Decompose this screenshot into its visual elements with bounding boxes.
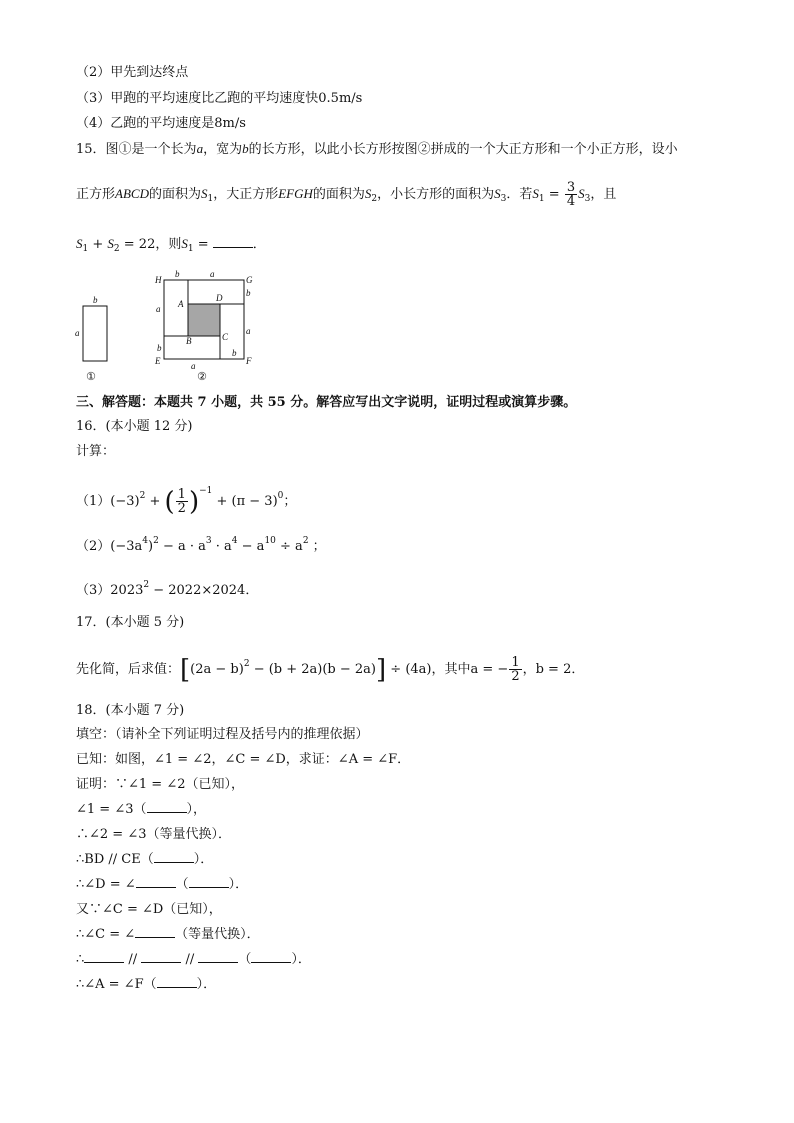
expr: + (π − 3) bbox=[212, 494, 278, 509]
q15-text: 的长方形，以此小长方形按图②拼成的一个大正方形和一个小正方形，设小 bbox=[248, 142, 678, 157]
expr: − a bbox=[237, 539, 265, 554]
expr: (−3) bbox=[110, 494, 140, 509]
q15-line2 bbox=[76, 181, 616, 208]
s3-symbol: S bbox=[578, 186, 585, 201]
expr: − 2022×2024． bbox=[149, 583, 259, 598]
fig2-caption: ② bbox=[197, 370, 207, 383]
q18-proof-9 bbox=[76, 976, 216, 994]
exp: 2 bbox=[243, 659, 250, 669]
q15-text: ，大正方形 bbox=[213, 187, 279, 202]
q15-number: 15． bbox=[76, 142, 106, 157]
answer-blank[interactable] bbox=[84, 962, 124, 963]
fig2-label-b: b bbox=[157, 343, 162, 353]
fraction-3-4 bbox=[565, 181, 577, 208]
answer-blank[interactable] bbox=[213, 247, 253, 248]
q15-text: ． bbox=[252, 237, 266, 252]
fig2-inner-square bbox=[188, 304, 220, 336]
exp: 2 bbox=[143, 580, 150, 590]
q18-proof-4 bbox=[76, 851, 213, 869]
fig1-caption: ① bbox=[86, 370, 96, 383]
bracket: [ bbox=[180, 655, 191, 685]
q15-line3 bbox=[76, 235, 266, 254]
expr: ) bbox=[148, 539, 154, 554]
q16-heading: 16．(本小题 12 分) bbox=[76, 419, 193, 434]
paren: ( bbox=[164, 487, 175, 517]
q16-part2 bbox=[76, 538, 326, 556]
fig2-label-a: a bbox=[210, 269, 215, 279]
efgh-label: EFGH bbox=[278, 186, 313, 201]
q18-proof-3: ∴∠2 = ∠3（等量代换）． bbox=[76, 827, 231, 842]
s3-sub: 3 bbox=[584, 194, 591, 204]
exp: −1 bbox=[199, 486, 213, 496]
eq-sign: = bbox=[544, 187, 564, 202]
part-label: （1） bbox=[76, 494, 111, 509]
proof-text: // bbox=[181, 952, 199, 967]
fig2-vertex-E: E bbox=[155, 356, 161, 366]
q18-proof-2 bbox=[76, 801, 206, 819]
var-a: a bbox=[196, 141, 204, 156]
fig2-label-a: a bbox=[156, 304, 161, 314]
q15-text: ，且 bbox=[590, 187, 617, 202]
q15-text: 正方形 bbox=[76, 187, 116, 202]
expr: − a · a bbox=[158, 539, 206, 554]
expr: 2023 bbox=[110, 583, 144, 598]
fig1-label-a: a bbox=[75, 328, 80, 338]
exp: 2 bbox=[302, 536, 309, 546]
expr: (−3a bbox=[110, 539, 143, 554]
top-item-2: （2）甲先到达终点 bbox=[76, 65, 189, 80]
fig1-label-b: b bbox=[93, 295, 98, 305]
q18-proof-7 bbox=[76, 926, 260, 944]
fraction-1-2 bbox=[509, 656, 521, 683]
frac-num: 3 bbox=[566, 180, 576, 195]
exp: 3 bbox=[205, 536, 212, 546]
proof-text: ）． bbox=[228, 877, 249, 892]
s2-symbol: S bbox=[364, 186, 372, 201]
s2-symbol: S bbox=[107, 236, 114, 251]
frac-den: 2 bbox=[177, 501, 186, 516]
expr: a = − bbox=[470, 662, 509, 677]
answer-blank[interactable] bbox=[147, 812, 187, 813]
s1-symbol: S bbox=[181, 236, 188, 251]
q15-text: 图①是一个长为 bbox=[105, 142, 197, 157]
top-item-4: （4）乙跑的平均速度是8m/s bbox=[76, 116, 246, 131]
proof-text: ）． bbox=[193, 852, 214, 867]
s1-symbol: S bbox=[200, 186, 208, 201]
q15-text: ，小长方形的面积为 bbox=[377, 187, 495, 202]
eq-sign: = bbox=[193, 237, 213, 252]
q15-text: = 22，则 bbox=[119, 237, 182, 252]
q18-proof-5 bbox=[76, 876, 248, 894]
s1-sub: 1 bbox=[207, 194, 214, 204]
expr: ； bbox=[283, 494, 297, 509]
s2-sub: 2 bbox=[113, 244, 120, 254]
q18-heading: 18．(本小题 7 分) bbox=[76, 703, 185, 718]
part-label: （3） bbox=[76, 583, 111, 598]
q18-proof-8 bbox=[76, 951, 311, 969]
expr: ； bbox=[308, 539, 326, 554]
q18-instruction: 填空：（请补全下列证明过程及括号内的推理依据） bbox=[76, 727, 369, 742]
q18-proof-6: 又∵∠C = ∠D（已知）， bbox=[76, 902, 222, 917]
var-b: b bbox=[242, 141, 249, 156]
part-label: （2） bbox=[76, 539, 111, 554]
q15-text: ．若 bbox=[506, 187, 533, 202]
fig2-vertex-D: D bbox=[216, 293, 223, 303]
proof-text: （ bbox=[238, 952, 252, 967]
s2-sub: 2 bbox=[371, 194, 378, 204]
proof-text: （ bbox=[175, 877, 189, 892]
proof-text: （等量代换）． bbox=[175, 927, 260, 942]
fig2-vertex-B: B bbox=[186, 336, 192, 346]
s1-sub: 1 bbox=[538, 194, 545, 204]
paren: ) bbox=[188, 487, 200, 517]
fig2-vertex-H: H bbox=[155, 275, 162, 285]
expr: + bbox=[145, 494, 165, 509]
s1-symbol: S bbox=[76, 236, 83, 251]
q18-given: 已知：如图，∠1 = ∠2，∠C = ∠D，求证：∠A = ∠F． bbox=[76, 752, 411, 767]
fig2-label-b: b bbox=[175, 269, 180, 279]
exp: 0 bbox=[277, 491, 284, 501]
answer-blank[interactable] bbox=[136, 887, 176, 888]
answer-blank[interactable] bbox=[154, 862, 194, 863]
proof-text: ）． bbox=[196, 977, 217, 992]
answer-blank[interactable] bbox=[141, 962, 181, 963]
answer-blank[interactable] bbox=[157, 987, 197, 988]
proof-text: ∴BD // CE（ bbox=[76, 852, 154, 867]
fraction-1-2 bbox=[176, 488, 188, 515]
top-item-3: （3）甲跑的平均速度比乙跑的平均速度快0.5m/s bbox=[76, 91, 363, 106]
q16-calc: 计算： bbox=[76, 444, 116, 459]
fig2-vertex-G: G bbox=[246, 275, 253, 285]
fig2-vertex-C: C bbox=[222, 332, 229, 342]
proof-text: ）， bbox=[186, 802, 207, 817]
q15-text: ，宽为 bbox=[203, 142, 243, 157]
s3-symbol: S bbox=[494, 186, 501, 201]
proof-text: ∴∠A = ∠F（ bbox=[76, 977, 157, 992]
answer-blank[interactable] bbox=[135, 937, 175, 938]
s3-sub: 3 bbox=[500, 194, 507, 204]
proof-text: ∴∠C = ∠ bbox=[76, 927, 136, 942]
fig2-label-b: b bbox=[232, 348, 237, 358]
exp: 4 bbox=[142, 536, 149, 546]
expr: − (b + 2a)(b − 2a) bbox=[249, 662, 377, 677]
plus-sign: + bbox=[88, 237, 108, 252]
bracket: ] bbox=[376, 655, 387, 685]
proof-text: ∴ bbox=[76, 952, 85, 967]
exp: 2 bbox=[139, 491, 146, 501]
fig1-rectangle bbox=[83, 306, 107, 361]
q15-line1 bbox=[76, 140, 678, 159]
expr: (2a − b) bbox=[190, 662, 244, 677]
fig2-vertex-F: F bbox=[246, 356, 252, 366]
q17-text: 先化简，后求值： bbox=[76, 662, 181, 677]
expr: ÷ (4a)，其中 bbox=[386, 662, 471, 677]
abcd-label: ABCD bbox=[115, 186, 149, 201]
fig2-label-a: a bbox=[246, 326, 251, 336]
q17-heading: 17．(本小题 5 分) bbox=[76, 615, 185, 630]
exp: 4 bbox=[231, 536, 238, 546]
fig2-vertex-A: A bbox=[178, 299, 184, 309]
s1-sub: 1 bbox=[187, 244, 194, 254]
frac-num: 1 bbox=[177, 487, 186, 502]
q17-expression bbox=[76, 656, 584, 683]
expr: ÷ a bbox=[275, 539, 303, 554]
frac-den: 2 bbox=[511, 669, 520, 684]
answer-blank[interactable] bbox=[251, 962, 291, 963]
proof-text: ∠1 = ∠3（ bbox=[76, 802, 147, 817]
fig2-label-a: a bbox=[191, 361, 196, 371]
answer-blank[interactable] bbox=[189, 887, 229, 888]
exp: 2 bbox=[153, 536, 159, 546]
q18-proof-1: 证明：∵∠1 = ∠2（已知）， bbox=[76, 777, 244, 792]
proof-text: ∴∠D = ∠ bbox=[76, 877, 136, 892]
proof-text: ）． bbox=[291, 952, 311, 967]
expr: ，b = 2． bbox=[522, 662, 585, 677]
q16-part3 bbox=[76, 582, 258, 600]
frac-den: 4 bbox=[566, 194, 576, 209]
proof-text: // bbox=[124, 952, 142, 967]
q16-part1 bbox=[76, 488, 296, 515]
q15-text: 的面积为 bbox=[312, 187, 365, 202]
expr: · a bbox=[211, 539, 232, 554]
q15-text: 的面积为 bbox=[148, 187, 201, 202]
exp: 10 bbox=[264, 536, 276, 546]
s1-sub: 1 bbox=[82, 244, 89, 254]
frac-num: 1 bbox=[511, 655, 520, 670]
fig2-label-b: b bbox=[246, 288, 251, 298]
answer-blank[interactable] bbox=[198, 962, 238, 963]
figures bbox=[60, 268, 290, 386]
s1-symbol: S bbox=[532, 186, 539, 201]
section3-heading: 三、解答题：本题共 7 小题，共 55 分。解答应写出文字说明，证明过程或演算步骤。 bbox=[76, 395, 577, 410]
